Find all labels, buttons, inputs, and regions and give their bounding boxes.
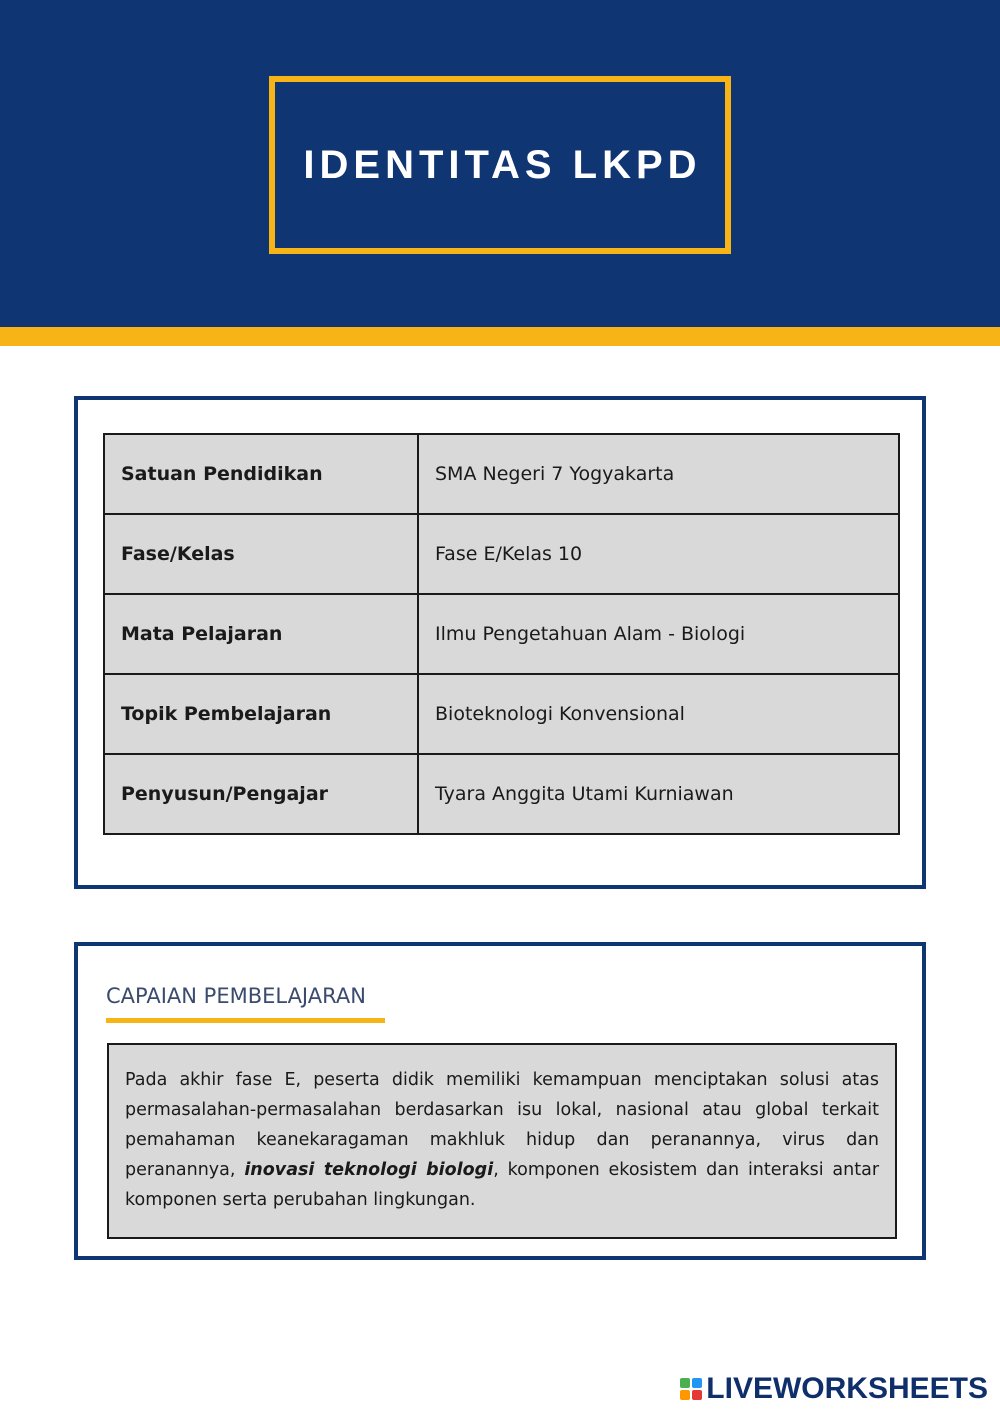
logo-square [692, 1390, 702, 1400]
table-row [104, 434, 899, 514]
capaian-panel [74, 942, 926, 1260]
capaian-text-box [107, 1043, 897, 1239]
identity-panel [74, 396, 926, 889]
capaian-heading-underline [106, 1018, 385, 1023]
logo-square [692, 1378, 702, 1388]
logo-square [680, 1390, 690, 1400]
row-label-mata-pelajaran: Mata Pelajaran [104, 594, 418, 674]
row-label-penyusun-pengajar: Penyusun/Pengajar [104, 754, 418, 834]
identity-table [103, 433, 900, 835]
page-title: IDENTITAS LKPD [303, 142, 702, 187]
row-value-fase-kelas: Fase E/Kelas 10 [418, 514, 899, 594]
capaian-heading: CAPAIAN PEMBELAJARAN [106, 984, 366, 1008]
row-value-topik-pembelajaran: Bioteknologi Konvensional [418, 674, 899, 754]
title-frame [269, 76, 731, 254]
row-value-penyusun-pengajar: Tyara Anggita Utami Kurniawan [418, 754, 899, 834]
table-row [104, 514, 899, 594]
row-label-satuan-pendidikan: Satuan Pendidikan [104, 434, 418, 514]
capaian-paragraph [125, 1065, 879, 1215]
table-row [104, 594, 899, 674]
header-accent-stripe [0, 327, 1000, 346]
table-row [104, 674, 899, 754]
row-value-mata-pelajaran: Ilmu Pengetahuan Alam - Biologi [418, 594, 899, 674]
row-value-satuan-pendidikan: SMA Negeri 7 Yogyakarta [418, 434, 899, 514]
table-row [104, 754, 899, 834]
capaian-text-after: , komponen ekosistem dan interaksi antar komponen serta perubahan lingkungan. [125, 1160, 880, 1210]
capaian-text-emphasis: inovasi teknologi biologi [244, 1160, 494, 1180]
logo-square [680, 1378, 690, 1388]
watermark-text: LIVEWORKSHEETS [706, 1372, 988, 1405]
liveworksheets-watermark[interactable] [680, 1372, 988, 1406]
row-label-topik-pembelajaran: Topik Pembelajaran [104, 674, 418, 754]
row-label-fase-kelas: Fase/Kelas [104, 514, 418, 594]
capaian-text-before: Pada akhir fase E, peserta didik memiliki kemampuan menciptakan solusi atas permasalahan-permasalahan berdasarkan isu lokal, nasional atau global terkait pemahaman keanekaragaman makhluk hidup dan peranannya, virus dan peranannya, [125, 1070, 879, 1180]
liveworksheets-logo-icon [680, 1378, 702, 1400]
